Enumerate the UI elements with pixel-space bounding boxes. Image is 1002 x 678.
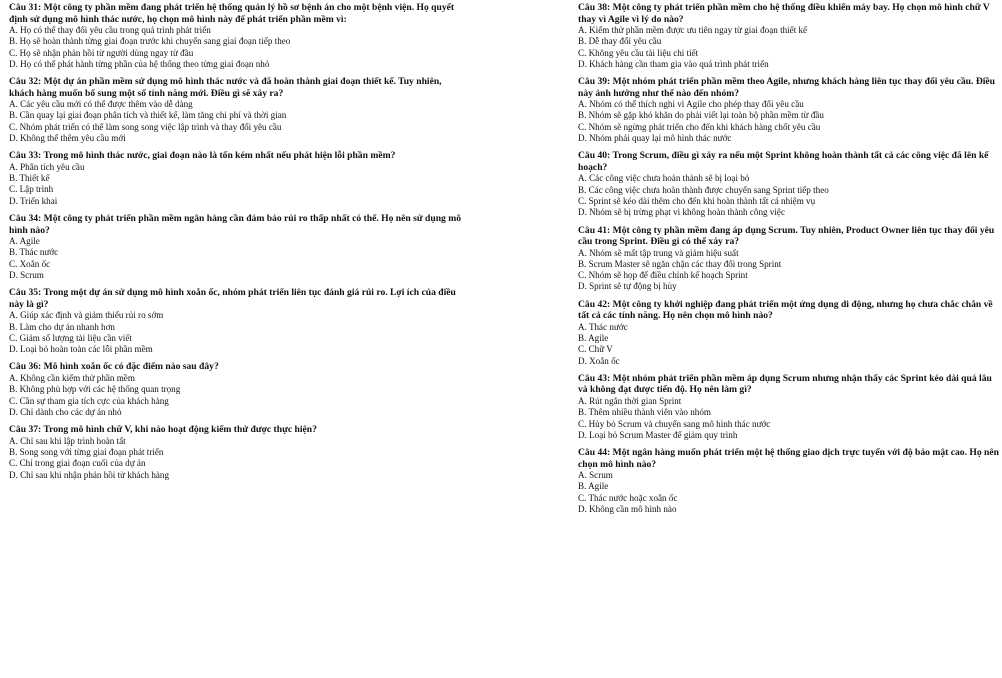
question-block bbox=[578, 225, 1002, 293]
question-block bbox=[9, 2, 469, 70]
answer-option: A. Kiểm thử phần mềm được ưu tiên ngay từ giai đoạn thiết kế bbox=[578, 25, 808, 35]
answer-option: A. Agile bbox=[9, 236, 40, 247]
question-text: Câu 38: Một công ty phát triển phần mềm cho hệ thống điều khiển máy bay. Họ chọn mô hình chữ V thay vì Agile vì lý do nào? bbox=[578, 2, 990, 25]
answer-option: B. Agile bbox=[578, 333, 609, 344]
answer-option: D. Loại bỏ hoàn toàn các lỗi phần mềm bbox=[9, 344, 153, 355]
answer-option: A. Nhóm có thể thích nghi vì Agile cho phép thay đổi yêu cầu bbox=[578, 99, 804, 110]
answer-option: C. Sprint sẽ kéo dài thêm cho đến khi hoàn thành tất cả nhiệm vụ bbox=[578, 195, 816, 206]
question-block bbox=[578, 150, 1002, 218]
answer-option: C. Chữ V bbox=[578, 344, 613, 355]
answer-option: C. Nhóm sẽ ngừng phát triển cho đến khi khách hàng chốt yêu cầu bbox=[578, 121, 821, 132]
answer-option: C. Cần sự tham gia tích cực của khách hàng bbox=[9, 395, 169, 406]
answer-option: D. Scrum bbox=[9, 269, 44, 280]
answer-option: B. Thác nước bbox=[9, 247, 59, 258]
question-block bbox=[9, 287, 469, 355]
answer-option: D. Nhóm sẽ bị trừng phạt vì không hoàn thành công việc bbox=[578, 207, 785, 218]
answer-option: A. Phân tích yêu cầu bbox=[9, 161, 85, 172]
answer-option: A. Scrum bbox=[578, 470, 613, 481]
question-block bbox=[9, 213, 469, 281]
answer-option: C. Giảm số lượng tài liệu cần viết bbox=[9, 332, 132, 343]
answer-option: A. Thác nước bbox=[578, 321, 628, 332]
answer-option: D. Khách hàng cần tham gia vào quá trình phát triển bbox=[578, 58, 769, 69]
answer-option: C. Lập trình bbox=[9, 184, 54, 195]
question-text: Câu 39: Một nhóm phát triển phần mềm theo Agile, nhưng khách hàng liên tục thay đổi yêu cầu. Điều này ảnh hưởng như thế nào đến nhóm? bbox=[578, 76, 996, 99]
answer-option: B. Các công việc chưa hoàn thành được chuyển sang Sprint tiếp theo bbox=[578, 184, 829, 195]
question-text: Câu 34: Một công ty phát triển phần mềm ngân hàng cần đảm bảo rủi ro thấp nhất có thể. Họ nên sử dụng mô hình nào? bbox=[9, 213, 462, 236]
answer-option: B. Thêm nhiều thành viên vào nhóm bbox=[578, 407, 711, 418]
question-block bbox=[9, 150, 469, 207]
answer-option: C. Họ sẽ nhận phản hồi từ người dùng ngay từ đầu bbox=[9, 47, 194, 58]
answer-option: D. Triển khai bbox=[9, 195, 58, 206]
answer-option: B. Dễ thay đổi yêu cầu bbox=[578, 36, 662, 47]
answer-option: A. Chỉ sau khi lập trình hoàn tất bbox=[9, 435, 126, 446]
answer-option: C. Thác nước hoặc xoắn ốc bbox=[578, 492, 678, 503]
left-column bbox=[9, 2, 469, 487]
question-text: Câu 41: Một công ty phần mềm đang áp dụng Scrum. Tuy nhiên, Product Owner liên tục thay đổi yêu cầu trong Sprint. Điều gì có thể xảy ra? bbox=[578, 224, 995, 248]
answer-option: B. Agile bbox=[578, 481, 609, 492]
question-block bbox=[9, 424, 469, 481]
answer-option: D. Chỉ sau khi nhận phản hồi từ khách hàng bbox=[9, 469, 170, 480]
answer-option: D. Chỉ dành cho các dự án nhỏ bbox=[9, 406, 122, 417]
answer-option: A. Họ có thể thay đổi yêu cầu trong quá trình phát triển bbox=[9, 25, 211, 35]
answer-option: D. Không cần mô hình nào bbox=[578, 504, 677, 515]
answer-option: B. Cần quay lại giai đoạn phân tích và thiết kế, làm tăng chi phí và thời gian bbox=[9, 110, 287, 121]
answer-option: B. Làm cho dự án nhanh hơn bbox=[9, 321, 115, 332]
answer-option: A. Rút ngắn thời gian Sprint bbox=[578, 395, 682, 406]
question-text: Câu 42: Một công ty khởi nghiệp đang phát triển một ứng dụng di động, nhưng họ chưa chắc chắn về tất cả các tính năng. Họ nên chọn mô hình nào? bbox=[578, 298, 993, 322]
answer-option: C. Nhóm sẽ họp để điều chỉnh kế hoạch Sprint bbox=[578, 270, 748, 281]
question-block bbox=[578, 76, 1002, 144]
right-column bbox=[578, 2, 1002, 521]
question-text: Câu 44: Một ngân hàng muốn phát triển một hệ thống giao dịch trực tuyến với độ bảo mật cao. Họ nên chọn mô hình nào? bbox=[578, 447, 999, 470]
answer-option: A. Giúp xác định và giảm thiểu rủi ro sớm bbox=[9, 310, 164, 321]
answer-option: D. Họ có thể phát hành từng phần của hệ thống theo từng giai đoạn nhỏ bbox=[9, 58, 270, 69]
question-block bbox=[9, 76, 469, 144]
question-text: Câu 31: Một công ty phần mềm đang phát triển hệ thống quản lý hồ sơ bệnh án cho một bệnh viện. Họ quyết định sử dụng mô hình thác nước, họ chọn mô hình này để phát triển phần mềm vì: bbox=[9, 2, 455, 25]
answer-option: A. Nhóm sẽ mất tập trung và giảm hiệu suất bbox=[578, 247, 739, 258]
answer-option: B. Không phù hợp với các hệ thống quan trọng bbox=[9, 384, 181, 395]
answer-option: C. Không yêu cầu tài liệu chi tiết bbox=[578, 47, 699, 58]
question-block bbox=[578, 2, 1002, 70]
answer-option: B. Họ sẽ hoàn thành từng giai đoạn trước khi chuyển sang giai đoạn tiếp theo bbox=[9, 36, 291, 47]
question-block bbox=[578, 299, 1002, 367]
answer-option: D. Sprint sẽ tự động bị hủy bbox=[578, 281, 677, 292]
answer-option: C. Xoắn ốc bbox=[9, 258, 51, 269]
question-text: Câu 35: Trong một dự án sử dụng mô hình xoắn ốc, nhóm phát triển liên tục đánh giá rủi ro. Lợi ích của điều này là gì? bbox=[9, 287, 456, 310]
answer-option: A. Không cần kiểm thử phần mềm bbox=[9, 372, 135, 383]
answer-option: D. Xoắn ốc bbox=[578, 355, 620, 366]
answer-option: D. Nhóm phải quay lại mô hình thác nước bbox=[578, 133, 732, 144]
question-text: Câu 40: Trong Scrum, điều gì xảy ra nếu một Sprint không hoàn thành tất cả các công việc đã lên kế hoạch? bbox=[578, 150, 989, 173]
answer-option: B. Song song với từng giai đoạn phát triển bbox=[9, 446, 164, 457]
answer-option: B. Scrum Master sẽ ngăn chặn các thay đổi trong Sprint bbox=[578, 258, 782, 269]
answer-option: A. Các công việc chưa hoàn thành sẽ bị loại bỏ bbox=[578, 173, 750, 184]
answer-option: D. Không thể thêm yêu cầu mới bbox=[9, 133, 126, 144]
question-block bbox=[578, 447, 1002, 515]
question-block bbox=[578, 373, 1002, 441]
question-text: Câu 32: Một dự án phần mềm sử dụng mô hình thác nước và đã hoàn thành giai đoạn thiết kế. Tuy nhiên, khách hàng muốn bổ sung một số tính năng mới. Điều gì sẽ xảy ra? bbox=[9, 76, 442, 99]
answer-option: C. Chỉ trong giai đoạn cuối của dự án bbox=[9, 458, 146, 469]
answer-option: C. Nhóm phát triển có thể làm song song việc lập trình và thay đổi yêu cầu bbox=[9, 121, 282, 132]
answer-option: B. Thiết kế bbox=[9, 173, 50, 184]
question-text: Câu 43: Một nhóm phát triển phần mềm áp dụng Scrum nhưng nhận thấy các Sprint kéo dài quá lâu và không đạt được tiến độ. Họ nên làm gì? bbox=[578, 372, 992, 396]
question-text: Câu 33: Trong mô hình thác nước, giai đoạn nào là tốn kém nhất nếu phát hiện lỗi phần mềm? bbox=[9, 150, 396, 162]
answer-option: D. Loại bỏ Scrum Master để giảm quy trình bbox=[578, 429, 738, 440]
question-text: Câu 37: Trong mô hình chữ V, khi nào hoạt động kiểm thử được thực hiện? bbox=[9, 424, 317, 436]
answer-option: A. Các yêu cầu mới có thể được thêm vào dễ dàng bbox=[9, 99, 193, 110]
answer-option: B. Nhóm sẽ gặp khó khăn do phải viết lại toàn bộ phần mềm từ đầu bbox=[578, 110, 824, 121]
question-block bbox=[9, 361, 469, 418]
question-text: Câu 36: Mô hình xoắn ốc có đặc điểm nào sau đây? bbox=[9, 361, 219, 373]
answer-option: C. Hủy bỏ Scrum và chuyển sang mô hình thác nước bbox=[578, 418, 771, 429]
